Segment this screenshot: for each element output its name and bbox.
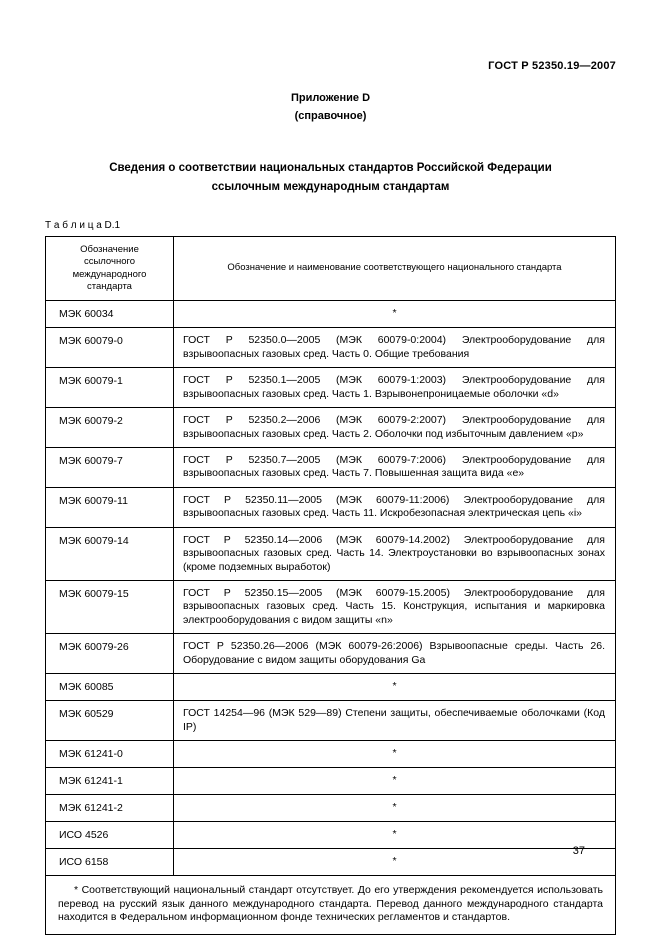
std-cell: МЭК 61241-1 — [46, 768, 174, 795]
standards-correspondence-table — [45, 236, 616, 935]
std-cell: МЭК 60079-7 — [46, 447, 174, 487]
std-cell: ИСО 6158 — [46, 849, 174, 876]
std-cell: МЭК 60034 — [46, 301, 174, 328]
table-header-row — [46, 236, 616, 300]
std-cell: МЭК 61241-0 — [46, 741, 174, 768]
std-cell: МЭК 60079-1 — [46, 368, 174, 408]
table-row — [46, 768, 616, 795]
table-row — [46, 328, 616, 368]
desc-cell: * — [174, 674, 616, 701]
table-row — [46, 634, 616, 674]
appendix-title: Приложение D — [290, 92, 371, 104]
std-cell: МЭК 60079-0 — [46, 328, 174, 368]
page-number: 37 — [572, 845, 585, 857]
table-row — [46, 487, 616, 527]
table-row — [46, 822, 616, 849]
std-cell: МЭК 60085 — [46, 674, 174, 701]
desc-cell: ГОСТ Р 52350.7—2005 (МЭК 60079-7:2006) Электрооборудование для взрывоопасных газовых сред. Часть 7. Повышенная защита вида «е» — [174, 447, 616, 487]
std-cell: МЭК 60079-14 — [46, 527, 174, 580]
std-cell: МЭК 60079-15 — [46, 581, 174, 634]
desc-cell: ГОСТ Р 52350.26—2006 (МЭК 60079-26:2006) Взрывоопасные среды. Часть 26. Оборудование с видом защиты оборудования Ga — [174, 634, 616, 674]
desc-cell: * — [174, 822, 616, 849]
table-row — [46, 849, 616, 876]
std-cell: ИСО 4526 — [46, 822, 174, 849]
doc-number-header: ГОСТ Р 52350.19—2007 — [488, 60, 616, 72]
std-cell: МЭК 61241-2 — [46, 795, 174, 822]
page-title — [45, 159, 616, 196]
desc-cell: ГОСТ Р 52350.14—2006 (МЭК 60079-14.2002) Электрооборудование для взрывоопасных газовых сред. Часть 14. Электроустановки во взрывоопасных зонах (кроме подземных выработок) — [174, 527, 616, 580]
desc-cell: ГОСТ 14254—96 (МЭК 529—89) Степени защиты, обеспечиваемые оболочками (Код IP) — [174, 701, 616, 741]
table-footnote-row — [46, 876, 616, 935]
table-row — [46, 301, 616, 328]
table-row — [46, 795, 616, 822]
desc-cell: ГОСТ Р 52350.15—2005 (МЭК 60079-15.2005) Электрооборудование для взрывоопасных газовых сред. Часть 15. Конструкция, испытания и маркировка электрооборудования с видом защиты «n» — [174, 581, 616, 634]
table-row — [46, 674, 616, 701]
table-row — [46, 741, 616, 768]
desc-cell: * — [174, 849, 616, 876]
table-row — [46, 368, 616, 408]
table-row — [46, 527, 616, 580]
desc-cell: * — [174, 301, 616, 328]
page-title-line2: ссылочным международным стандартам — [211, 180, 450, 193]
desc-cell: * — [174, 795, 616, 822]
table-row — [46, 701, 616, 741]
desc-cell: ГОСТ Р 52350.1—2005 (МЭК 60079-1:2003) Электрооборудование для взрывоопасных газовых сред. Часть 1. Взрывонепроницаемые оболочки «d» — [174, 368, 616, 408]
appendix-heading — [45, 90, 616, 125]
std-cell: МЭК 60529 — [46, 701, 174, 741]
appendix-subtitle: (справочное) — [294, 109, 367, 122]
std-cell: МЭК 60079-11 — [46, 487, 174, 527]
column-header-national-standard: Обозначение и наименование соответствующего национального стандарта — [174, 236, 616, 300]
page-title-line1: Сведения о соответствии национальных стандартов Российской Федерации — [109, 162, 552, 175]
desc-cell: ГОСТ Р 52350.2—2006 (МЭК 60079-2:2007) Электрооборудование для взрывоопасных газовых сред. Часть 2. Оболочки под избыточным давлением «р» — [174, 408, 616, 448]
table-row — [46, 447, 616, 487]
desc-cell: * — [174, 741, 616, 768]
desc-cell: ГОСТ Р 52350.0—2005 (МЭК 60079-0:2004) Электрооборудование для взрывоопасных газовых сред. Часть 0. Общие требования — [174, 328, 616, 368]
table-caption: Т а б л и ц а D.1 — [45, 219, 121, 231]
table-row — [46, 408, 616, 448]
table-row — [46, 581, 616, 634]
desc-cell: ГОСТ Р 52350.11—2005 (МЭК 60079-11:2006) Электрооборудование для взрывоопасных газовых сред. Часть 11. Искробезопасная электрическая цепь «i» — [174, 487, 616, 527]
table-footnote: * Соответствующий национальный стандарт отсутствует. До его утверждения рекомендуется использовать перевод на русский язык данного международного стандарта. Перевод данного международного стандарта находится в Федеральном информационном фонде технических регламентов и стандартов. — [46, 876, 616, 935]
std-cell: МЭК 60079-2 — [46, 408, 174, 448]
std-cell: МЭК 60079-26 — [46, 634, 174, 674]
column-header-international-standard: Обозначение ссылочного международного стандарта — [46, 236, 174, 300]
desc-cell: * — [174, 768, 616, 795]
